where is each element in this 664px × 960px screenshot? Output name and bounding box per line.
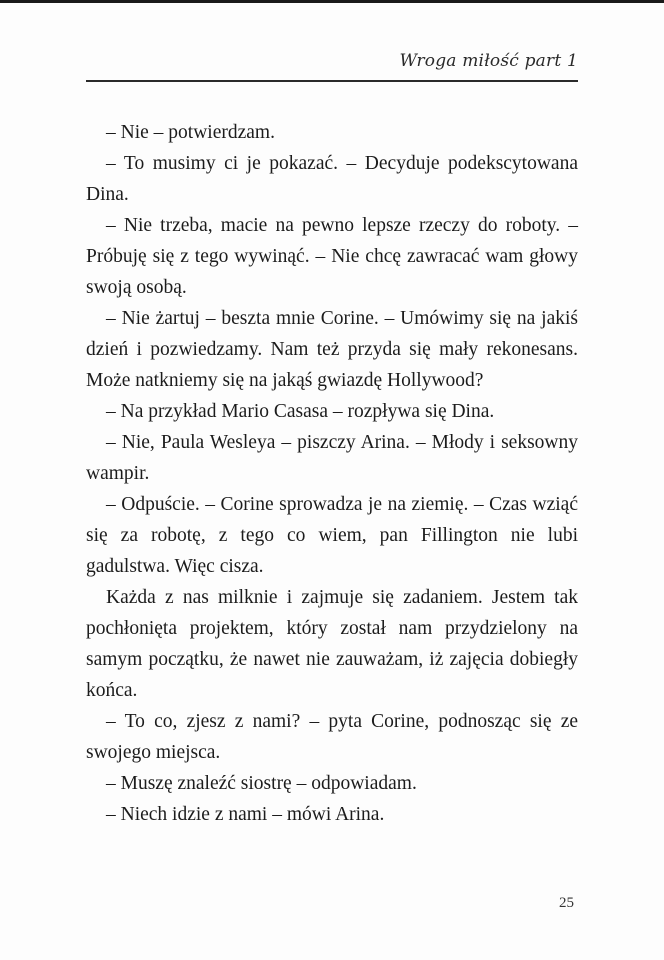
paragraph: – To musimy ci je pokazać. – Decyduje podekscytowana Dina. (86, 153, 578, 205)
body-text (86, 117, 578, 830)
paragraph: – Nie – potwierdzam. (106, 122, 275, 143)
paragraph: – Muszę znaleźć siostrę – odpowiadam. (106, 773, 417, 794)
running-title: Wroga miłość part 1 (399, 51, 578, 71)
paragraph: – Nie trzeba, macie na pewno lepsze rzeczy do roboty. – Próbuję się z tego wywinąć. – Nie chcę zawracać wam głowy swoją osobą. (86, 215, 578, 298)
paragraph: – Nie, Paula Wesleya – piszczy Arina. – Młody i seksowny wampir. (86, 432, 578, 484)
paragraph: – Na przykład Mario Casasa – rozpływa się Dina. (106, 401, 495, 422)
paragraph: – Nie żartuj – beszta mnie Corine. – Umówimy się na jakiś dzień i pozwiedzamy. Nam też przyda się mały rekonesans. Może natkniemy się na jakąś gwiazdę Hollywood? (86, 308, 578, 391)
paragraph: – Niech idzie z nami – mówi Arina. (106, 804, 385, 825)
paragraph: – To co, zjesz z nami? – pyta Corine, podnosząc się ze swojego miejsca. (86, 711, 578, 763)
header-rule (86, 80, 578, 82)
paragraph: Każda z nas milknie i zajmuje się zadaniem. Jestem tak pochłonięta projektem, który został nam przydzielony na samym początku, że nawet nie zauważam, iż zajęcia dobiegły końca. (86, 587, 578, 701)
book-page (0, 3, 664, 960)
paragraph: – Odpuście. – Corine sprowadza je na ziemię. – Czas wziąć się za robotę, z tego co wiem, pan Fillington nie lubi gadulstwa. Więc cisza. (86, 494, 578, 577)
page-number: 25 (559, 895, 574, 911)
